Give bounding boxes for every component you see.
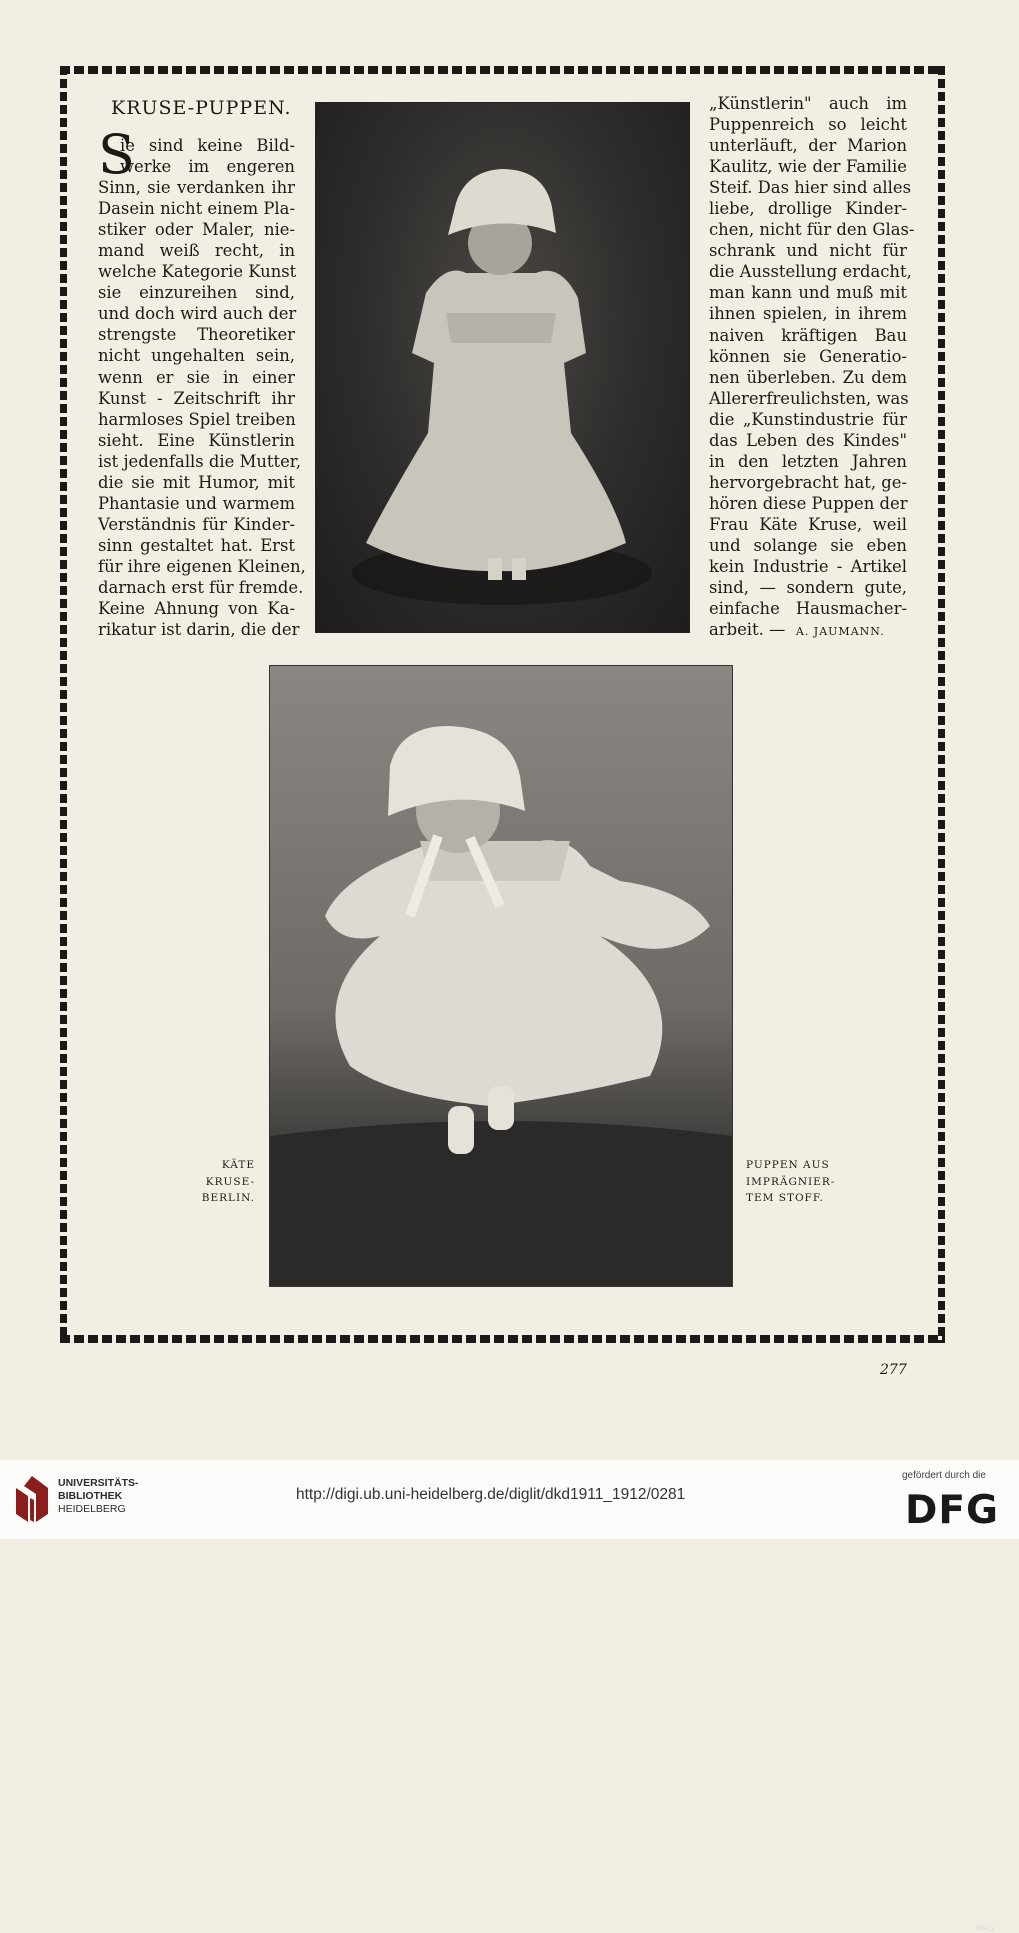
text-line: die sie mit Humor, mit — [98, 472, 295, 492]
text-line: wenn er sie in einer — [98, 367, 295, 387]
caption-right — [746, 1157, 846, 1207]
library-line: BIBLIOTHEK — [58, 1490, 123, 1502]
text-line: ie sind keine Bild- — [120, 136, 295, 155]
digitization-footer — [0, 1460, 1019, 1539]
text-line: nicht ungehalten sein, — [98, 346, 295, 366]
drop-cap: S — [98, 123, 135, 186]
text-line: Allererfreulichsten, was — [709, 388, 909, 408]
text-line: können sie Generatio- — [709, 346, 907, 366]
text-line: Phantasie und warmem — [98, 493, 295, 513]
text-line: schrank und nicht für — [709, 241, 907, 261]
caption-line: KRUSE- — [205, 1175, 255, 1188]
text-line: rikatur ist darin, die der — [98, 620, 300, 640]
text-line: und solange sie eben — [709, 535, 907, 555]
right-text-column — [709, 93, 915, 642]
text-line — [709, 619, 907, 642]
page-number: 277 — [880, 1362, 907, 1378]
text-line: hervorgebracht hat, ge- — [709, 472, 907, 492]
text-line: stiker oder Maler, nie- — [98, 220, 295, 240]
text-line: hören diese Puppen der — [709, 493, 908, 513]
text-line: Sinn, sie verdanken ihr — [98, 178, 295, 198]
library-name — [58, 1477, 139, 1516]
caption-line: KÄTE — [221, 1159, 255, 1171]
text-line: sinn gestaltet hat. Erst — [98, 535, 295, 555]
text-line: Kaulitz, wie der Familie — [709, 157, 907, 177]
text-line: das Leben des Kindes" — [709, 430, 907, 450]
text-line: werke im engeren — [120, 157, 295, 177]
text-line: einfache Hausmacher- — [709, 599, 907, 619]
text-line: Steif. Das hier sind alles — [709, 178, 912, 198]
text-line: Puppenreich so leicht — [709, 115, 907, 135]
library-line: UNIVERSITÄTS- — [58, 1477, 139, 1489]
text-line: Frau Käte Kruse, weil — [709, 514, 907, 534]
text-line: nen überleben. Zu dem — [709, 367, 907, 387]
article-title: KRUSE-PUPPEN. — [111, 97, 292, 119]
library-line: HEIDELBERG — [58, 1503, 126, 1515]
text-line: ihnen spielen, in ihrem — [709, 304, 907, 324]
dfg-logo: DFG — [905, 1488, 1000, 1533]
text-line: sie einzureihen sind, — [98, 283, 295, 303]
text-line: Kunst - Zeitschrift ihr — [98, 388, 295, 408]
caption-line: TEM STOFF. — [746, 1192, 824, 1204]
text-line: darnach erst für fremde. — [98, 577, 304, 597]
text-line: ist jedenfalls die Mutter, — [98, 451, 302, 471]
text-line: Dasein nicht einem Pla- — [98, 199, 295, 219]
left-text-column — [98, 123, 306, 640]
text-line: die „Kunstindustrie für — [709, 409, 907, 429]
text-line: kein Industrie - Artikel — [709, 557, 907, 577]
text-line: und doch wird auch der — [98, 304, 297, 324]
text-line: für ihre eigenen Kleinen, — [98, 556, 306, 576]
caption-line: IMPRÄGNIER- — [746, 1175, 836, 1188]
text-line: unterläuft, der Marion — [709, 136, 907, 156]
text-line: sieht. Eine Künstlerin — [98, 430, 295, 450]
text-line: harmloses Spiel treiben — [98, 409, 296, 429]
text-line: man kann und muß mit — [709, 283, 907, 303]
permalink[interactable]: http://digi.ub.uni-heidelberg.de/diglit/dkd1911_1912/0281 — [296, 1486, 686, 1503]
caption-line: PUPPEN AUS — [746, 1159, 830, 1171]
caption-left — [190, 1157, 255, 1207]
text-line: welche Kategorie Kunst — [98, 262, 297, 282]
text-line: in den letzten Jahren — [709, 451, 907, 471]
text-line: „Künstlerin" auch im — [709, 94, 907, 113]
author-signature: A. JAUMANN. — [795, 625, 885, 639]
library-logo-icon — [14, 1474, 50, 1524]
text-line: Keine Ahnung von Ka- — [98, 599, 295, 619]
doll-photo-standing — [315, 102, 690, 633]
text-line: chen, nicht für den Glas- — [709, 220, 915, 240]
text-line: naiven kräftigen Bau — [709, 325, 907, 345]
text-line: die Ausstellung erdacht, — [709, 262, 912, 282]
text-line: Verständnis für Kinder- — [98, 514, 295, 534]
plate-mark: MRG — [976, 1924, 995, 1933]
text-line: liebe, drollige Kinder- — [709, 199, 907, 219]
caption-line: BERLIN. — [201, 1192, 255, 1204]
text-line: sind, — sondern gute, — [709, 578, 907, 598]
last-line: arbeit. — — [709, 620, 786, 640]
text-line: mand weiß recht, in — [98, 241, 295, 261]
funding-note: gefördert durch die — [902, 1470, 986, 1481]
text-line: strengste Theoretiker — [98, 325, 295, 345]
